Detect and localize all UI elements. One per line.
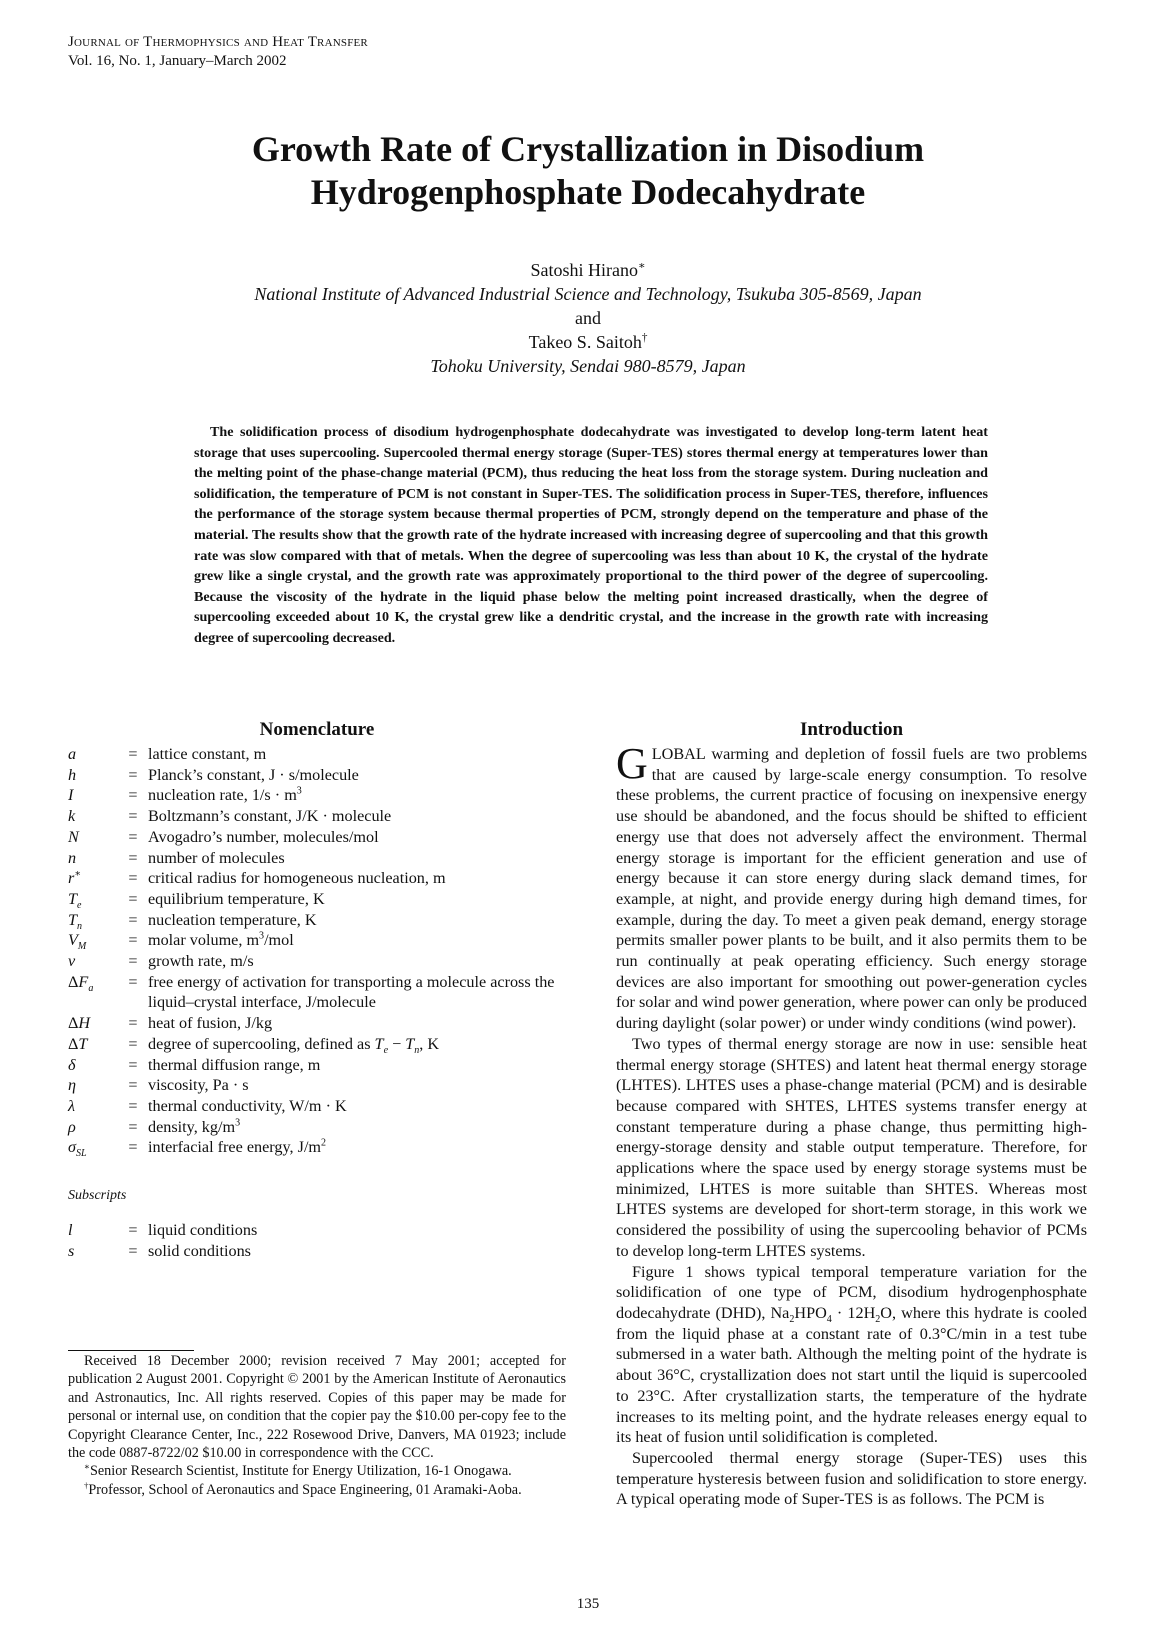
subscript-definition: solid conditions [148, 1241, 251, 1260]
nomenclature-symbol: I [68, 786, 74, 805]
nomenclature-symbol: a [68, 745, 77, 763]
nomenclature-definition: molar volume, $m^3$/mol [148, 930, 294, 950]
author-1: Satoshi Hirano∗ [530, 260, 646, 280]
nomenclature-equals: = [128, 1117, 138, 1136]
affiliation-1: National Institute of Advanced Industrial Science and Technology, Tsukuba 305-8569, Japan [254, 284, 922, 304]
nomenclature-symbol: $T_e$ [68, 889, 82, 912]
nomenclature-definition: lattice constant, m [148, 745, 267, 763]
author-block [0, 258, 1176, 378]
nomenclature-definition: Avogadro’s number, molecules/mol [148, 827, 379, 846]
affiliation-2: Tohoku University, Sendai 980-8579, Japan [430, 356, 746, 376]
nomenclature-symbol: ρ [68, 1117, 76, 1136]
nomenclature-symbol: h [68, 765, 77, 784]
nomenclature-equals: = [128, 1014, 138, 1033]
nomenclature-equals: = [128, 1055, 138, 1074]
nomenclature-symbol: ΔT [68, 1034, 88, 1053]
nomenclature-definition: number of molecules [148, 848, 285, 867]
nomenclature-equals: = [128, 972, 138, 991]
intro-paragraph-4: Supercooled thermal energy storage (Super-TES) uses this temperature hysteresis between fusion and solidification to store energy. A typical operating mode of Super-TES is as follows. The PCM is [616, 1448, 1087, 1509]
nomenclature-section [68, 718, 566, 1261]
title-line-2: Hydrogenphosphate Dodecahydrate [310, 172, 866, 212]
subscript-row [68, 1241, 566, 1262]
subscripts-heading: Subscripts [68, 1188, 127, 1204]
subscripts-table [68, 1220, 566, 1261]
nomenclature-row [68, 910, 566, 931]
nomenclature-row [68, 1137, 566, 1158]
author-2: Takeo S. Saitoh† [528, 332, 648, 352]
nomenclature-symbol: n [68, 848, 77, 867]
nomenclature-equals: = [128, 807, 138, 826]
nomenclature-symbol: N [68, 827, 79, 846]
nomenclature-row [68, 827, 566, 848]
nomenclature-definition: Planck’s constant, J · s/molecule [148, 765, 359, 784]
nomenclature-row [68, 930, 566, 951]
nomenclature-row [68, 1117, 566, 1138]
nomenclature-definition: nucleation rate, $1/s \cdot m^3$ [148, 786, 302, 805]
nomenclature-equals: = [128, 910, 138, 929]
nomenclature-definition: thermal conductivity, W/m · K [148, 1096, 347, 1115]
nomenclature-row [68, 785, 566, 806]
nomenclature-symbol: η [68, 1076, 77, 1095]
nomenclature-symbol: λ [68, 1096, 76, 1115]
nomenclature-symbol: k [68, 807, 76, 826]
nomenclature-definition: Boltzmann’s constant, J/K · molecule [148, 807, 392, 826]
page-number: 135 [576, 1596, 600, 1612]
nomenclature-row [68, 1096, 566, 1117]
author-and: and [575, 308, 601, 328]
introduction-section [616, 718, 1087, 1510]
nomenclature-equals: = [128, 889, 138, 908]
footnote-1: ∗Senior Research Scientist, Institute for Energy Utilization, 16-1 Onogawa. [84, 1461, 512, 1480]
nomenclature-row [68, 951, 566, 972]
nomenclature-row [68, 806, 566, 827]
nomenclature-symbol: v [68, 952, 76, 971]
nomenclature-equals: = [128, 869, 138, 888]
subscript-symbol: l [68, 1221, 73, 1240]
abstract: The solidification process of disodium hydrogenphosphate dodecahydrate was investigated to develop long-term latent heat storage that uses supercooling. Supercooled thermal energy storage (Super-TES) stores thermal energy at temperatures lower than the melting point of the phase-change material (PCM), thus reducing the heat loss from the storage system. During nucleation and solidification, the temperature of PCM is not constant in Super-TES. The solidification process in Super-TES, therefore, influences the performance of the storage system because thermal properties of PCM, strongly depend on the temperature and phase of the material. The results show that the growth rate of the hydrate increased with increasing degree of supercooling and that this growth rate was slow compared with that of metals. When the degree of supercooling was less than about 10 K, the crystal of the hydrate grew like a single crystal, and the growth rate was approximately proportional to the third power of the degree of supercooling. Because the viscosity of the hydrate in the liquid phase below the melting point increased drastically, when the degree of supercooling exceeded about 10 K, the crystal grew like a dendritic crystal, and the increase in the growth rate with increasing degree of supercooling decreased. [194, 424, 988, 646]
nomenclature-equals: = [128, 1138, 138, 1157]
nomenclature-equals: = [128, 931, 138, 950]
subscript-definition: liquid conditions [148, 1221, 258, 1240]
nomenclature-definition: viscosity, Pa · s [148, 1076, 249, 1095]
nomenclature-equals: = [128, 786, 138, 805]
nomenclature-symbol: $T_n$ [68, 910, 83, 932]
drop-cap: G [616, 739, 648, 788]
nomenclature-definition: equilibrium temperature, K [148, 889, 325, 908]
nomenclature-row [68, 868, 566, 889]
nomenclature-row [68, 744, 566, 765]
nomenclature-row [68, 1075, 566, 1096]
nomenclature-definition: interfacial free energy, $J/m^2$ [148, 1137, 327, 1157]
nomenclature-symbol: r∗ [68, 868, 82, 888]
nomenclature-symbol: $V_M$ [68, 931, 87, 953]
nomenclature-row [68, 889, 566, 910]
nomenclature-symbol: δ [68, 1055, 76, 1074]
nomenclature-heading: Nomenclature [259, 719, 375, 740]
nomenclature-definition: free energy of activation for transporting a molecule across the liquid–crystal interface, J/molecule [148, 972, 555, 1012]
nomenclature-definition: thermal diffusion range, m [148, 1055, 321, 1074]
nomenclature-equals: = [128, 745, 138, 763]
paper-title [0, 128, 1176, 214]
nomenclature-row [68, 1013, 566, 1034]
nomenclature-definition: nucleation temperature, K [148, 910, 317, 929]
nomenclature-symbol: ΔH [68, 1014, 91, 1033]
received-note: Received 18 December 2000; revision received 7 May 2001; accepted for publication 2 August 2001. Copyright © 2001 by the American Institute of Aeronautics and Astronautics, Inc. All rights reserved. Copies of this paper may be made for personal or internal use, on condition that the copier pay the $10.00 per-copy fee to the Copyright Clearance Center, Inc., 222 Rosewood Drive, Danvers, MA 01923; include the code 0887-8722/02 $10.00 in correspondence with the CCC. [68, 1353, 566, 1462]
nomenclature-symbol: $\Delta F_a$ [68, 972, 94, 994]
nomenclature-equals: = [128, 952, 138, 971]
journal-volume: Vol. 16, No. 1, January–March 2002 [68, 53, 287, 69]
subscript-symbol: s [68, 1241, 75, 1260]
nomenclature-row [68, 1055, 566, 1076]
intro-paragraph-1: GLOBAL warming and depletion of fossil fuels are two problems that are caused by large-scale energy consumption. To resolve these problems, the current practice of focusing on inexpensive energy use should be abandoned, and the focus should be shifted to efficient energy use that does not adversely affect the environment. Thermal energy storage is important for the efficient generation and use of energy because it can store energy during slack demand times, for example, at night, and provide energy during high demand times, for example, during the day. To meet a given peak demand, energy storage permits smaller power plants to be built, and it also permits them to be run continually at peak operating efficiency. Such energy storage devices are also important for smoothing out power-generation cycles for solar and wind power generation, where power can only be produced during daylight (solar power) or under windy conditions (wind power). [616, 739, 1087, 1033]
footnote-rule [68, 1350, 194, 1351]
nomenclature-equals: = [128, 1034, 138, 1053]
nomenclature-equals: = [128, 765, 138, 784]
nomenclature-row [68, 1034, 566, 1055]
title-line-1: Growth Rate of Crystallization in Disodium [251, 129, 925, 169]
nomenclature-definition: degree of supercooling, defined as $T_e - T_n$, K [148, 1034, 440, 1057]
journal-name: Journal of Thermophysics and Heat Transfer [68, 34, 368, 50]
nomenclature-row [68, 848, 566, 869]
footnote-2: †Professor, School of Aeronautics and Space Engineering, 01 Aramaki-Aoba. [84, 1480, 522, 1498]
introduction-body [616, 739, 1087, 1510]
nomenclature-row [68, 972, 566, 1013]
nomenclature-definition: density, $kg/m^3$ [148, 1117, 241, 1136]
journal-header [68, 33, 368, 71]
subscript-equals: = [128, 1241, 138, 1260]
nomenclature-symbol: $\sigma_{SL}$ [68, 1138, 87, 1160]
subscript-equals: = [128, 1221, 138, 1240]
nomenclature-definition: growth rate, m/s [148, 952, 254, 971]
nomenclature-definition: critical radius for homogeneous nucleation, m [148, 869, 446, 888]
intro-paragraph-2: Two types of thermal energy storage are now in use: sensible heat thermal energy storage (SHTES) and latent heat thermal energy storage (LHTES). LHTES uses a phase-change material (PCM) and is desirable because compared with SHTES, LHTES systems transfer energy at constant temperature during a phase change, thus permitting high-energy-storage density and stable output temperature. Therefore, for applications where the space used by energy storage systems must be minimized, LHTES is more suitable than SHTES. Whereas most LHTES systems are developed for short-term storage, in this work we considered the possibility of using the supercooling behavior of PCMs to develop long-term LHTES systems. [616, 1034, 1087, 1260]
nomenclature-table [68, 744, 566, 1158]
footnotes [68, 1352, 566, 1499]
intro-paragraph-3: Figure 1 shows typical temporal temperature variation for the solidification of one type of PCM, disodium hydrogenphosphate dodecahydrate (DHD), $Na_2HPO_4 \cdot 12H_2O$, where this hydrate is cooled from the liquid phase at a constant rate of 0.3°C/min in a test tube submersed in a water bath. Although the melting point of the hydrate is about 36°C, crystallization does not start until the liquid is supercooled to 23°C. After crystallization starts, the temperature of the hydrate increases to its melting point, and the hydrate releases energy equal to its heat of fusion until solidification is completed. [616, 1262, 1087, 1447]
nomenclature-equals: = [128, 827, 138, 846]
subscript-row [68, 1220, 566, 1241]
nomenclature-row [68, 765, 566, 786]
nomenclature-equals: = [128, 1076, 138, 1095]
nomenclature-equals: = [128, 1096, 138, 1115]
nomenclature-equals: = [128, 848, 138, 867]
introduction-heading: Introduction [799, 719, 904, 740]
nomenclature-definition: heat of fusion, J/kg [148, 1014, 273, 1033]
